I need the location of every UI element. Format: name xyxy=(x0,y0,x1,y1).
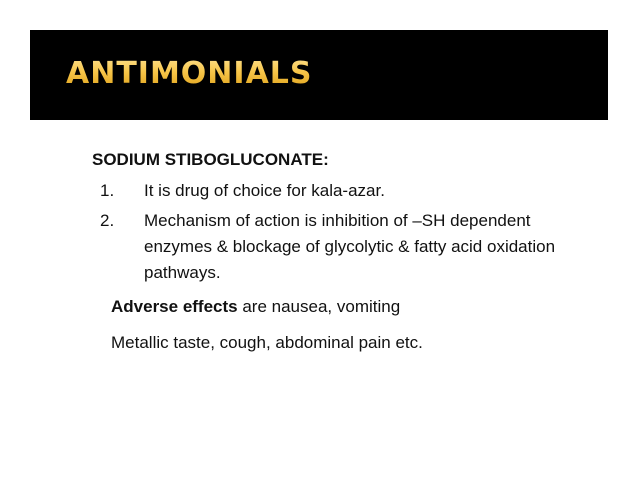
metallic-taste-line: Metallic taste, cough, abdominal pain etc. xyxy=(111,333,423,352)
section-heading: SODIUM STIBOGLUCONATE: xyxy=(92,150,329,169)
list-item-text: It is drug of choice for kala-azar. xyxy=(144,181,385,200)
adverse-effects-label: Adverse effects xyxy=(111,297,238,316)
list-item xyxy=(92,208,584,286)
list-marker: 2. xyxy=(100,211,115,230)
title-bar xyxy=(30,30,608,120)
list-item-text: Mechanism of action is inhibition of –SH dependent enzymes & blockage of glycolytic & fatty acid oxidation pathways. xyxy=(144,211,556,282)
adverse-effects-line xyxy=(92,294,592,320)
adverse-effects-text: are nausea, vomiting xyxy=(237,297,401,316)
list-item xyxy=(92,178,592,204)
slide-title: ANTIMONIALS xyxy=(66,54,313,94)
slide-content xyxy=(92,149,592,356)
numbered-list xyxy=(92,178,592,286)
list-marker: 1. xyxy=(100,181,115,200)
